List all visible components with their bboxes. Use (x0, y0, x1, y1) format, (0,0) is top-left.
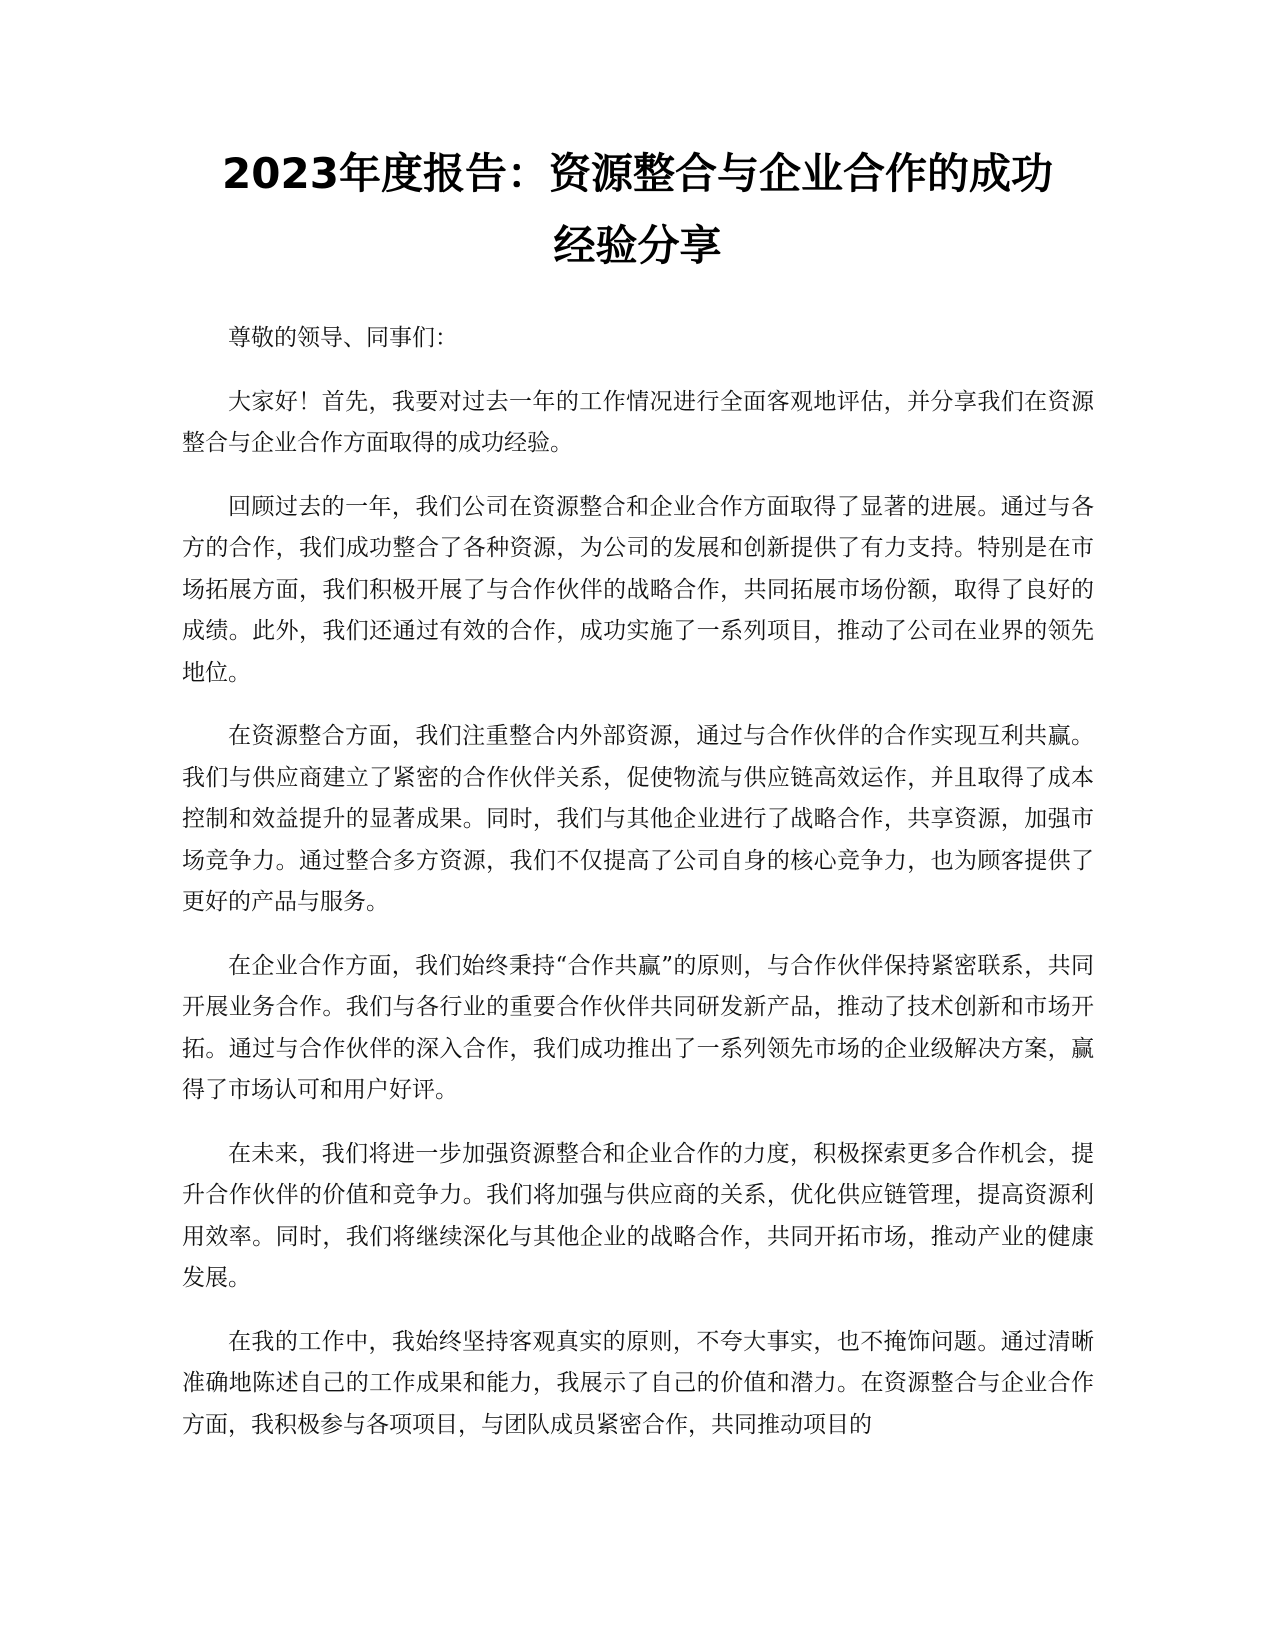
document-title (180, 138, 1095, 282)
personal-work-paragraph: 在我的工作中，我始终坚持客观真实的原则，不夸大事实，也不掩饰问题。通过清晰准确地陈述自己的工作成果和能力，我展示了自己的价值和潜力。在资源整合与企业合作方面，我积极参与各项项目，与团队成员紧密合作，共同推动项目的 (182, 1328, 1094, 1438)
future-plan-paragraph: 在未来，我们将进一步加强资源整合和企业合作的力度，积极探索更多合作机会，提升合作伙伴的价值和竞争力。我们将加强与供应商的关系，优化供应链管理，提高资源利用效率。同时，我们将继续深化与其他企业的战略合作，共同开拓市场，推动产业的健康发展。 (182, 1140, 1094, 1291)
intro-paragraph: 大家好！首先，我要对过去一年的工作情况进行全面客观地评估，并分享我们在资源整合与企业合作方面取得的成功经验。 (182, 388, 1094, 456)
salutation-paragraph: 尊敬的领导、同事们： (228, 325, 458, 351)
enterprise-cooperation-paragraph: 在企业合作方面，我们始终秉持“合作共赢”的原则，与合作伙伴保持紧密联系，共同开展业务合作。我们与各行业的重要合作伙伴共同研发新产品，推动了技术创新和市场开拓。通过与合作伙伴的深入合作，我们成功推出了一系列领先市场的企业级解决方案，赢得了市场认可和用户好评。 (182, 952, 1094, 1103)
review-paragraph: 回顾过去的一年，我们公司在资源整合和企业合作方面取得了显著的进展。通过与各方的合作，我们成功整合了各种资源，为公司的发展和创新提供了有力支持。特别是在市场拓展方面，我们积极开展了与合作伙伴的战略合作，共同拓展市场份额，取得了良好的成绩。此外，我们还通过有效的合作，成功实施了一系列项目，推动了公司在业界的领先地位。 (182, 493, 1094, 686)
title-line-2: 经验分享 (553, 221, 722, 270)
resource-integration-paragraph: 在资源整合方面，我们注重整合内外部资源，通过与合作伙伴的合作实现互利共赢。我们与供应商建立了紧密的合作伙伴关系，促使物流与供应链高效运作，并且取得了成本控制和效益提升的显著成果。同时，我们与其他企业进行了战略合作，共享资源，加强市场竞争力。通过整合多方资源，我们不仅提高了公司自身的核心竞争力，也为顾客提供了更好的产品与服务。 (182, 723, 1094, 915)
document-body (182, 318, 1094, 1468)
title-line-1: 2023年度报告：资源整合与企业合作的成功 (222, 149, 1053, 198)
